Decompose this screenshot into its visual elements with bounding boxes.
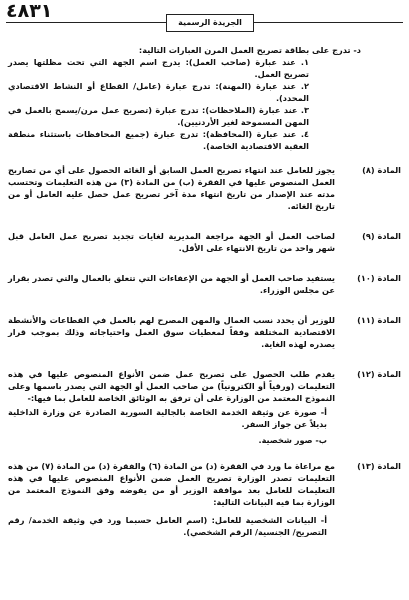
article-label: المادة (١٢) xyxy=(357,369,401,379)
gazette-title: الجريدة الرسمية xyxy=(166,14,254,32)
article-text: للوزير أن يحدد نسب العمال والمهن المصرح لهم بالعمل في القطاعات والأنشطة الاقتصادية المختلفة وفقاً لمعطيات سوق العمل واحتياجاته وذلك بموجب قرار يصدره لهذه الغاية. xyxy=(8,315,335,349)
article-text: يقدم طلب الحصول على تصريح عمل ضمن الأنواع المنصوص عليها في هذه التعليمات (ورقياً أو الكترونياً) من صاحب العمل أو الجهة التي يصدر باسمها وعلى النموذج المعتمد من الوزارة على أن ترفق به الوثائق الخاصة للعامل بما فيها:- xyxy=(8,369,335,403)
intro-item: ١. عند عبارة (صاحب العمل): يدرج اسم الجهة التي تحت مظلتها يصدر تصريح العمل. xyxy=(8,57,309,79)
article-label: المادة (١١) xyxy=(357,315,401,325)
article-clause: أ- البيانات الشخصية للعامل: (اسم العامل حسبما ورد في وثيقة الخدمة/ رقم التصريح/ الجنسية/ الرقم الشخصي). xyxy=(8,515,327,537)
article-10 xyxy=(8,272,401,296)
article-text: يجوز للعامل عند انتهاء تصريح العمل السابق أو الغائه الحصول على أي من تصاريح العمل المنصوص عليها في الفقرة (ب) من المادة (٣) من هذه التعليمات وتحتسب مدته عند الإصدار من تاريخ انتهاء مدة آخر تصريح عمل حصل عليه العامل أو من تاريخ الغائه. xyxy=(8,165,335,211)
article-11 xyxy=(8,314,401,350)
intro-items xyxy=(8,56,361,152)
intro-lead: د- تدرج على بطاقة تصريح العمل المرن العبارات التالية: xyxy=(138,45,361,55)
article-12 xyxy=(8,368,401,446)
article-text: لصاحب العمل أو الجهة مراجعة المديرية لغايات تجديد تصريح عمل العامل قبل شهر واحد من تاريخ الانتهاء على الأقل. xyxy=(8,231,335,253)
article-13 xyxy=(8,460,401,538)
document-body xyxy=(8,38,401,538)
article-8 xyxy=(8,164,401,212)
intro-item: ٤. عند عبارة (المحافظة): تدرج عبارة (جميع المحافظات باستثناء منطقة العقبة الاقتصادية الخاصة). xyxy=(8,129,309,151)
article-label: المادة (١٣) xyxy=(357,461,401,471)
article-text: يستفيد صاحب العمل أو الجهة من الإعفاءات التي تتعلق بالعمال والتي تصدر بقرار عن مجلس الوزراء. xyxy=(8,273,335,295)
article-9 xyxy=(8,230,401,254)
article-label: المادة (١٠) xyxy=(357,273,401,283)
article-label: المادة (٩) xyxy=(362,231,401,241)
intro-item: ٢. عند عبارة (المهنة): تدرج عبارة (عامل/ القطاع أو النشاط الاقتصادي المحدد). xyxy=(8,81,309,103)
intro-item: ٣. عند عبارة (الملاحظات): تدرج عبارة (تصريح عمل مرن/يسمح بالعمل في المهن المسموحة لغير الأردنيين). xyxy=(8,105,309,127)
article-clause: أ- صورة عن وثيقة الخدمة الخاصة بالجالية السورية الصادرة عن وزارة الداخلية بديلاً عن جواز السفر. xyxy=(8,407,327,429)
article-text: مع مراعاة ما ورد في الفقرة (د) من المادة (٦) والفقرة (د) من المادة (٧) من هذه التعليمات تصدر الوزارة تصريح العمل ضمن الأنواع المنصوص عليها في هذه التعليمات للعامل بعد موافقة الوزير أو من يفوضه وفق النموذج المعتمد من الوزارة بما فيه البيانات التالية: xyxy=(8,461,335,507)
article-label: المادة (٨) xyxy=(362,165,401,175)
page-number: ٤٨٣١ xyxy=(6,0,53,22)
intro-section xyxy=(8,44,401,152)
article-clause: ب- صور شخصية. xyxy=(258,435,327,445)
